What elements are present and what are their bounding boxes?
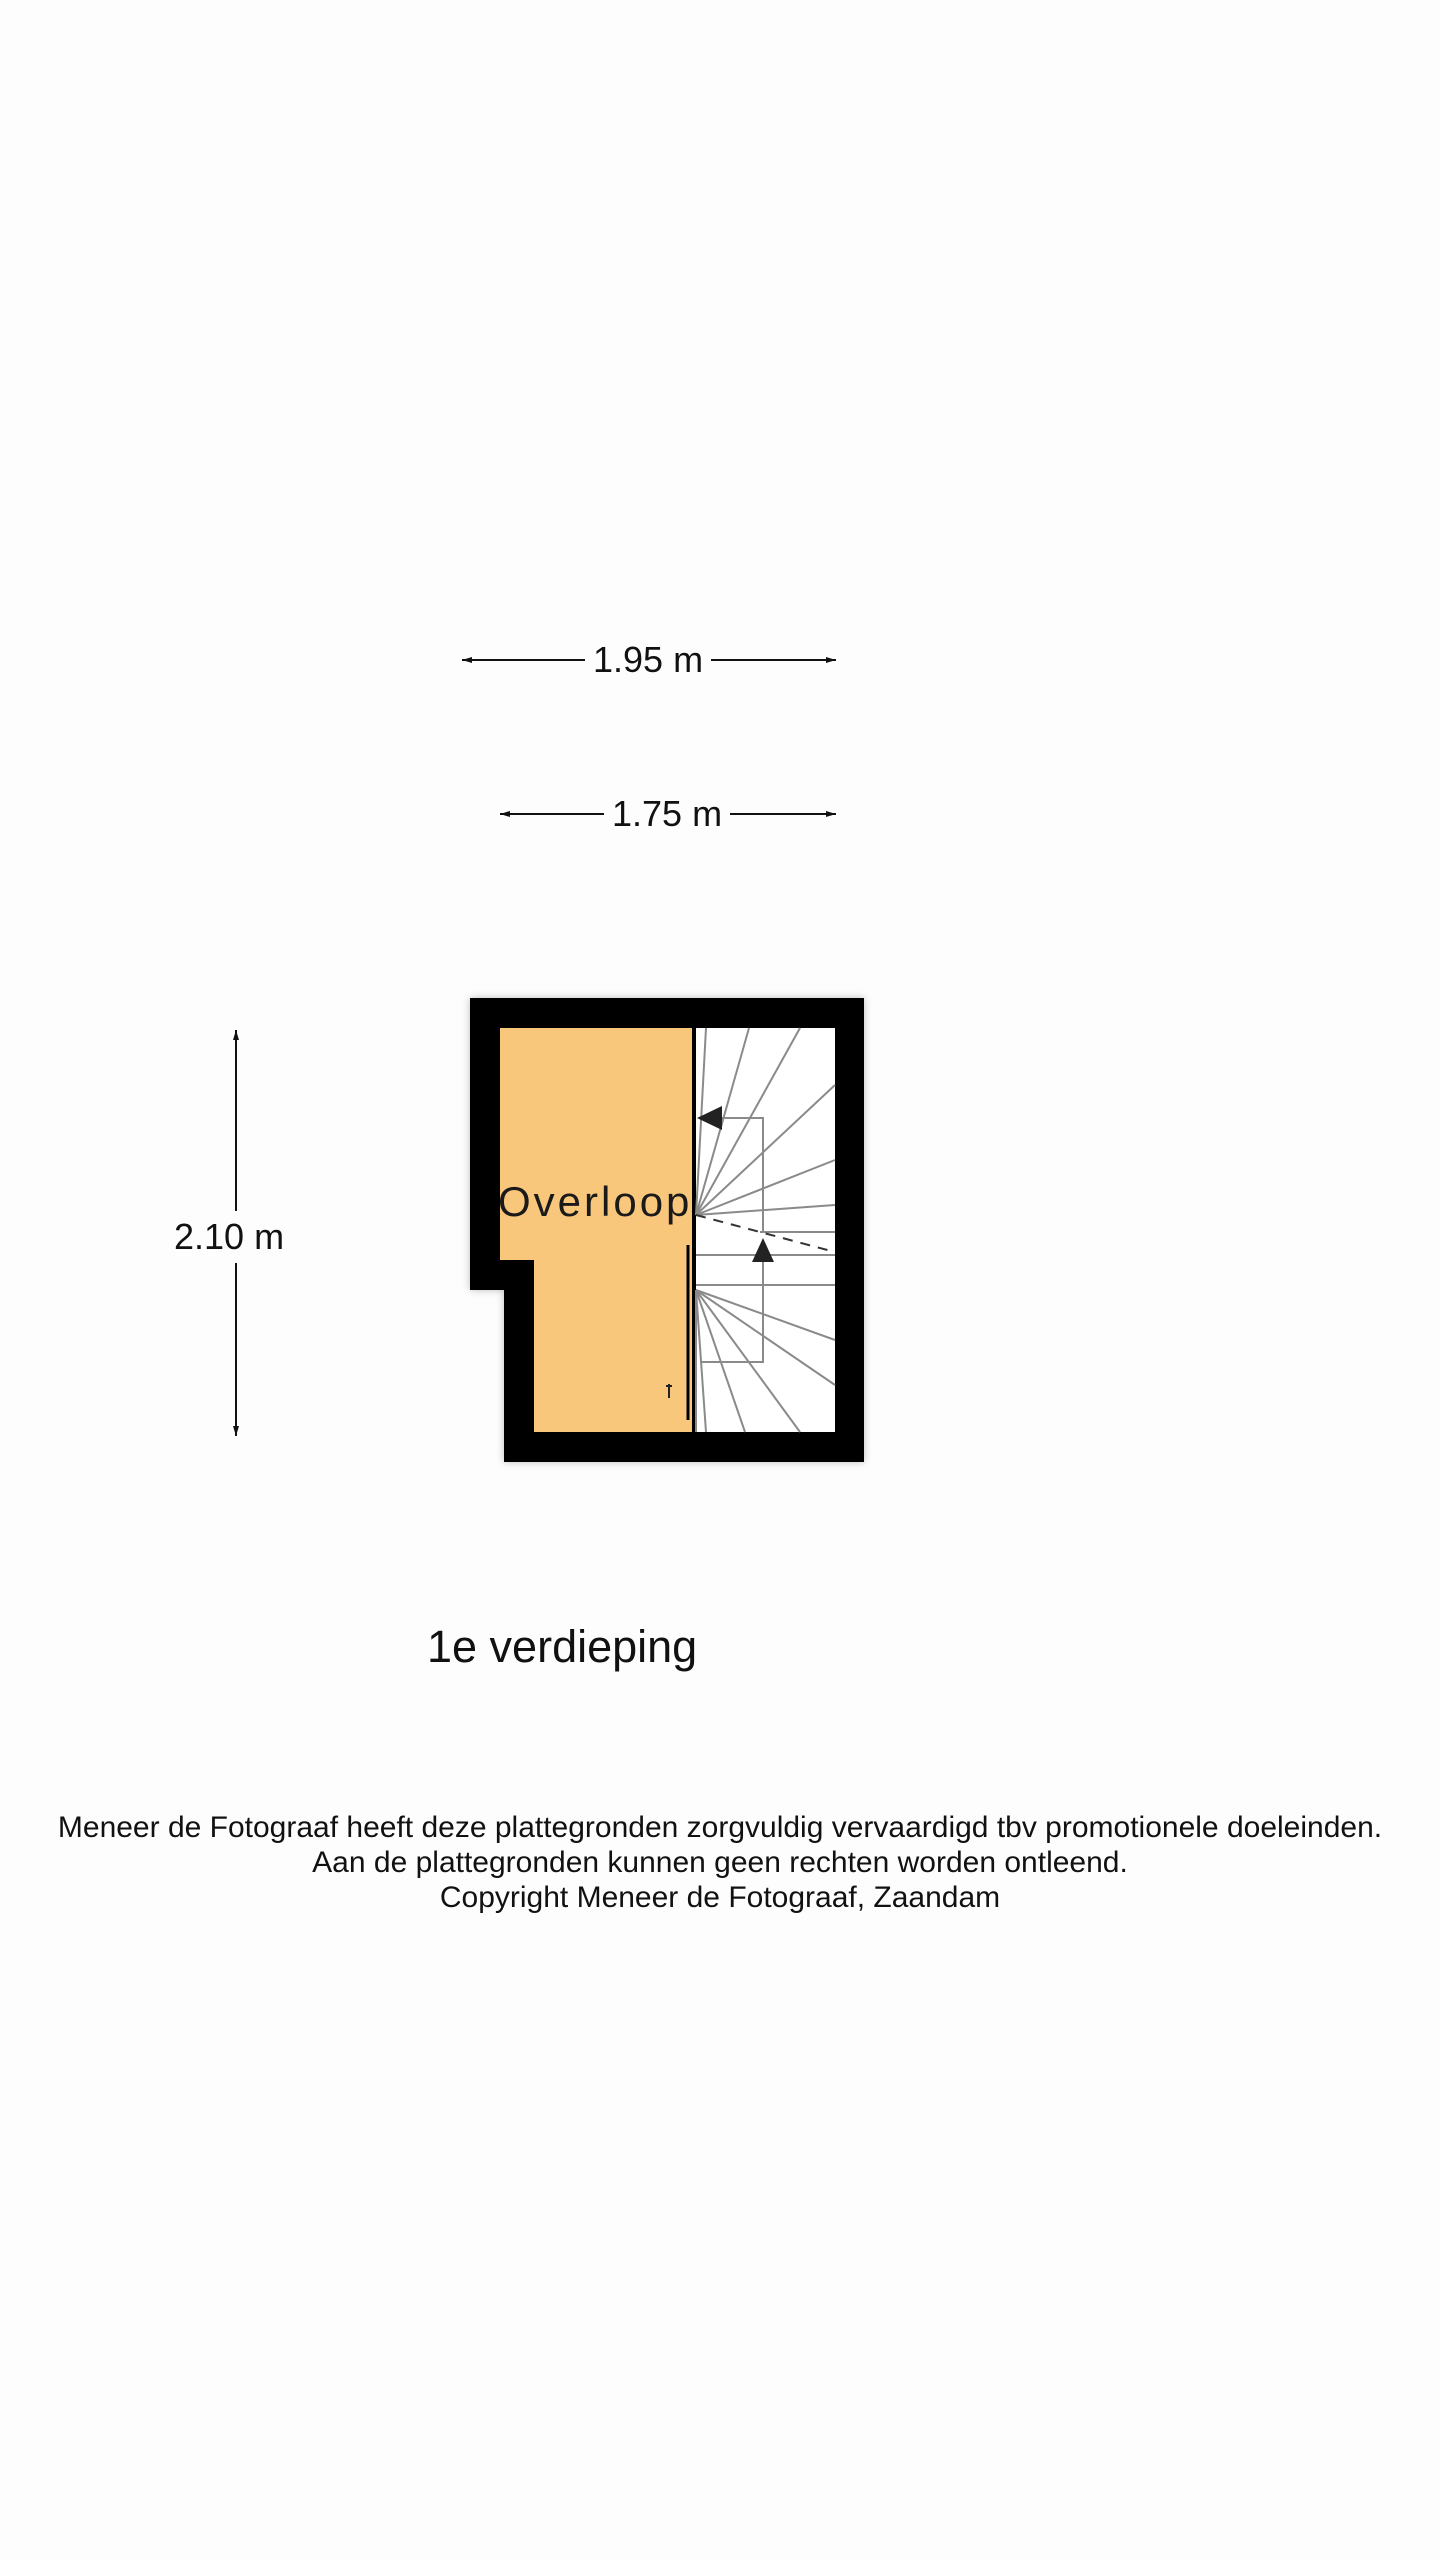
dimension-label-inner-width: 1.75 m [604,794,730,834]
floor-title: 1e verdieping [427,1621,698,1672]
dimension-label-top-width: 1.95 m [585,640,711,680]
stair-area [688,1028,835,1432]
disclaimer-line-2: Aan de plattegronden kunnen geen rechten worden ontleend. [312,1846,1128,1879]
disclaimer-line-3: Copyright Meneer de Fotograaf, Zaandam [439,1881,1001,1914]
room-label-overloop: Overloop [498,1178,693,1225]
disclaimer [0,1810,1440,1915]
disclaimer-line-1: Meneer de Fotograaf heeft deze plattegronden zorgvuldig vervaardigd tbv promotionele doeleinden. [57,1811,1383,1844]
dimension-label-height: 2.10 m [168,1211,290,1263]
